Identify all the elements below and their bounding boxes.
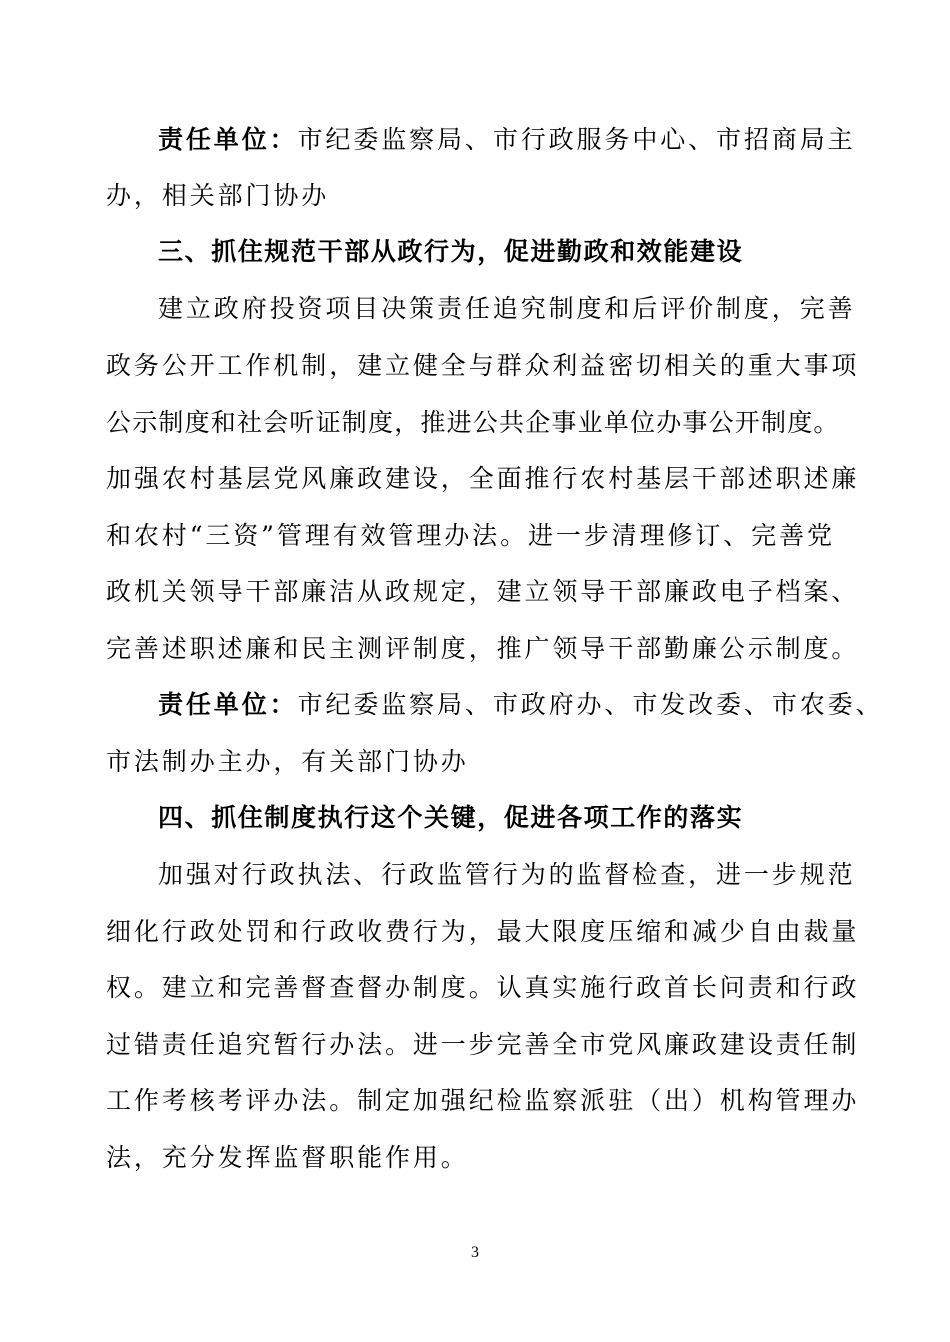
body-line: 工作考核考评办法。制定加强纪检监察派驻（出）机构管理办 — [106, 1086, 860, 1115]
responsibility-text: 市纪委监察局、市政府办、市发改委、市农委、 — [297, 690, 884, 719]
body-line: 过错责任追究暂行办法。进一步完善全市党风廉政建设责任制 — [106, 1030, 860, 1059]
responsibility-line — [158, 112, 858, 168]
body-line: 公示制度和社会听证制度，推进公共企事业单位办事公开制度。 — [106, 408, 840, 437]
body-line: 建立政府投资项目决策责任追究制度和后评价制度，完善 — [158, 294, 856, 323]
body-line: 市法制办主办，有关部门协办 — [106, 747, 469, 776]
responsibility-line — [158, 677, 884, 733]
body-line: 和农村“三资”管理有效管理办法。进一步清理修订、完善党 — [106, 521, 835, 550]
body-line: 细化行政处罚和行政收费行为，最大限度压缩和减少自由裁量 — [106, 917, 860, 946]
section-heading: 三、抓住规范干部从政行为，促进勤政和效能建设 — [158, 237, 744, 266]
responsibility-text: 市纪委监察局、市行政服务中心、市招商局主 — [297, 125, 856, 154]
page-number: 3 — [471, 1244, 479, 1261]
responsibility-label: 责任单位： — [158, 690, 298, 719]
body-line: 完善述职述廉和民主测评制度，推广领导干部勤廉公示制度。 — [106, 634, 860, 663]
body-line: 加强农村基层党风廉政建设，全面推行农村基层干部述职述廉 — [106, 464, 860, 493]
body-line: 政务公开工作机制，建立健全与群众利益密切相关的重大事项 — [106, 351, 860, 380]
section-heading: 四、抓住制度执行这个关键，促进各项工作的落实 — [158, 803, 744, 832]
body-line: 政机关领导干部廉洁从政规定，建立领导干部廉政电子档案、 — [106, 577, 860, 606]
responsibility-label: 责任单位： — [158, 125, 298, 154]
body-line: 法，充分发挥监督职能作用。 — [106, 1143, 469, 1172]
body-line: 加强对行政执法、行政监管行为的监督检查，进一步规范 — [158, 860, 856, 889]
body-line: 权。建立和完善督查督办制度。认真实施行政首长问责和行政 — [106, 973, 860, 1002]
body-line: 办，相关部门协办 — [106, 181, 330, 210]
